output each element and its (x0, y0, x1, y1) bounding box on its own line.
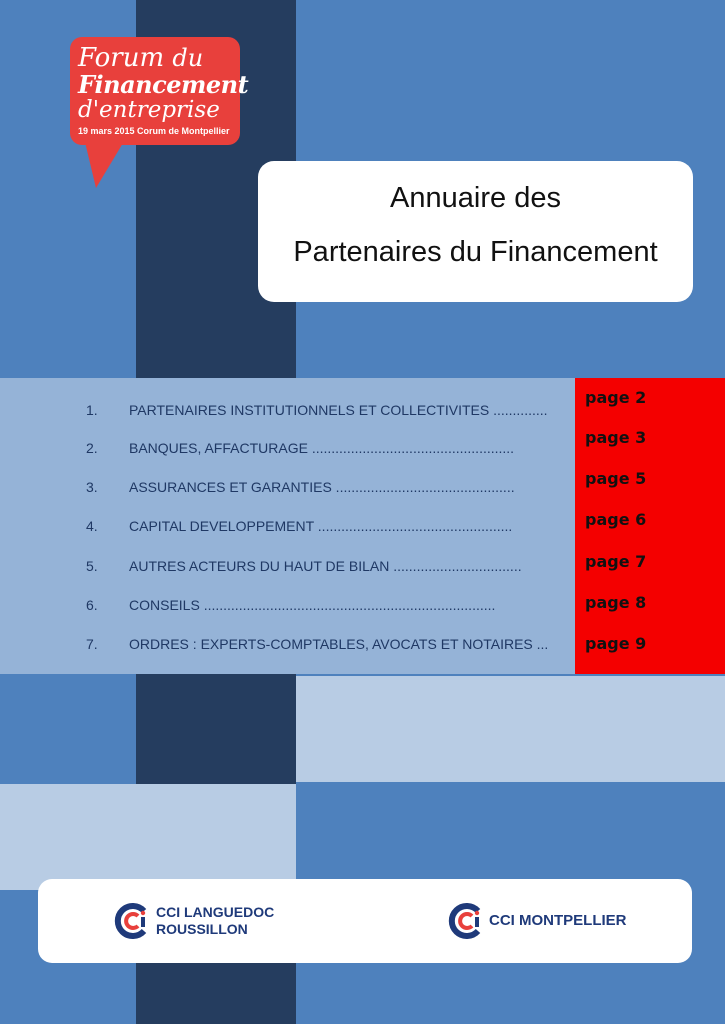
toc-item[interactable] (0, 556, 575, 576)
toc-item-number: 5. (86, 558, 98, 574)
logo-line-forum: Forum (78, 43, 165, 73)
toc-item[interactable] (0, 516, 575, 536)
toc-item-number: 3. (86, 479, 98, 495)
toc-item-label: ORDRES : EXPERTS-COMPTABLES, AVOCATS ET NOTAIRES ... (129, 636, 549, 652)
toc-item[interactable] (0, 595, 575, 615)
toc-item-label: CAPITAL DEVELOPPEMENT .................................................. (129, 518, 513, 534)
cci-languedoc-logo-icon (114, 903, 150, 939)
toc-page-ref[interactable]: page 9 (585, 634, 647, 653)
toc-item-label: CONSEILS ........................................................................... (129, 597, 496, 613)
toc-item-number: 7. (86, 636, 98, 652)
toc-item-number: 1. (86, 402, 98, 418)
toc-item[interactable] (0, 634, 575, 654)
title-line-2: Partenaires du Financement (293, 236, 658, 268)
cci-montpellier-label: CCI MONTPELLIER (489, 912, 627, 929)
cci-languedoc-line-1: CCI LANGUEDOC (156, 904, 275, 920)
toc-page-ref[interactable]: page 8 (585, 593, 647, 612)
toc-page-ref[interactable]: page 5 (585, 469, 647, 488)
cci-languedoc-line-2: ROUSSILLON (156, 921, 248, 937)
toc-item-number: 6. (86, 597, 98, 613)
cci-montpellier-logo-icon (448, 903, 484, 939)
toc-page-ref[interactable]: page 6 (585, 510, 647, 529)
logo-line-entreprise: d'entreprise (78, 97, 220, 123)
event-logo (70, 37, 249, 145)
toc-item[interactable] (0, 477, 575, 497)
toc-item-label: PARTENAIRES INSTITUTIONNELS ET COLLECTIVITES .............. (129, 402, 548, 418)
toc-page-ref[interactable]: page 3 (585, 428, 647, 447)
toc-item-number: 2. (86, 440, 98, 456)
toc-page-ref[interactable]: page 2 (585, 388, 647, 407)
toc-page-ref[interactable]: page 7 (585, 552, 647, 571)
title-box (258, 161, 693, 302)
toc-item[interactable] (0, 400, 575, 420)
decor-block-left (0, 784, 296, 890)
toc-item-label: ASSURANCES ET GARANTIES .............................................. (129, 479, 515, 495)
footer-logos (38, 879, 692, 963)
logo-event-date-place: 19 mars 2015 Corum de Montpellier (78, 126, 230, 136)
toc-item-label: AUTRES ACTEURS DU HAUT DE BILAN ................................. (129, 558, 522, 574)
logo-line-du: du (172, 44, 204, 72)
logo-line-financement: Financement (78, 70, 249, 99)
toc-item[interactable] (0, 438, 575, 458)
decor-block-right (296, 676, 725, 782)
toc-item-number: 4. (86, 518, 98, 534)
speech-bubble-tail (84, 138, 126, 188)
toc-item-label: BANQUES, AFFACTURAGE .................................................... (129, 440, 515, 456)
title-line-1: Annuaire des (390, 182, 561, 214)
